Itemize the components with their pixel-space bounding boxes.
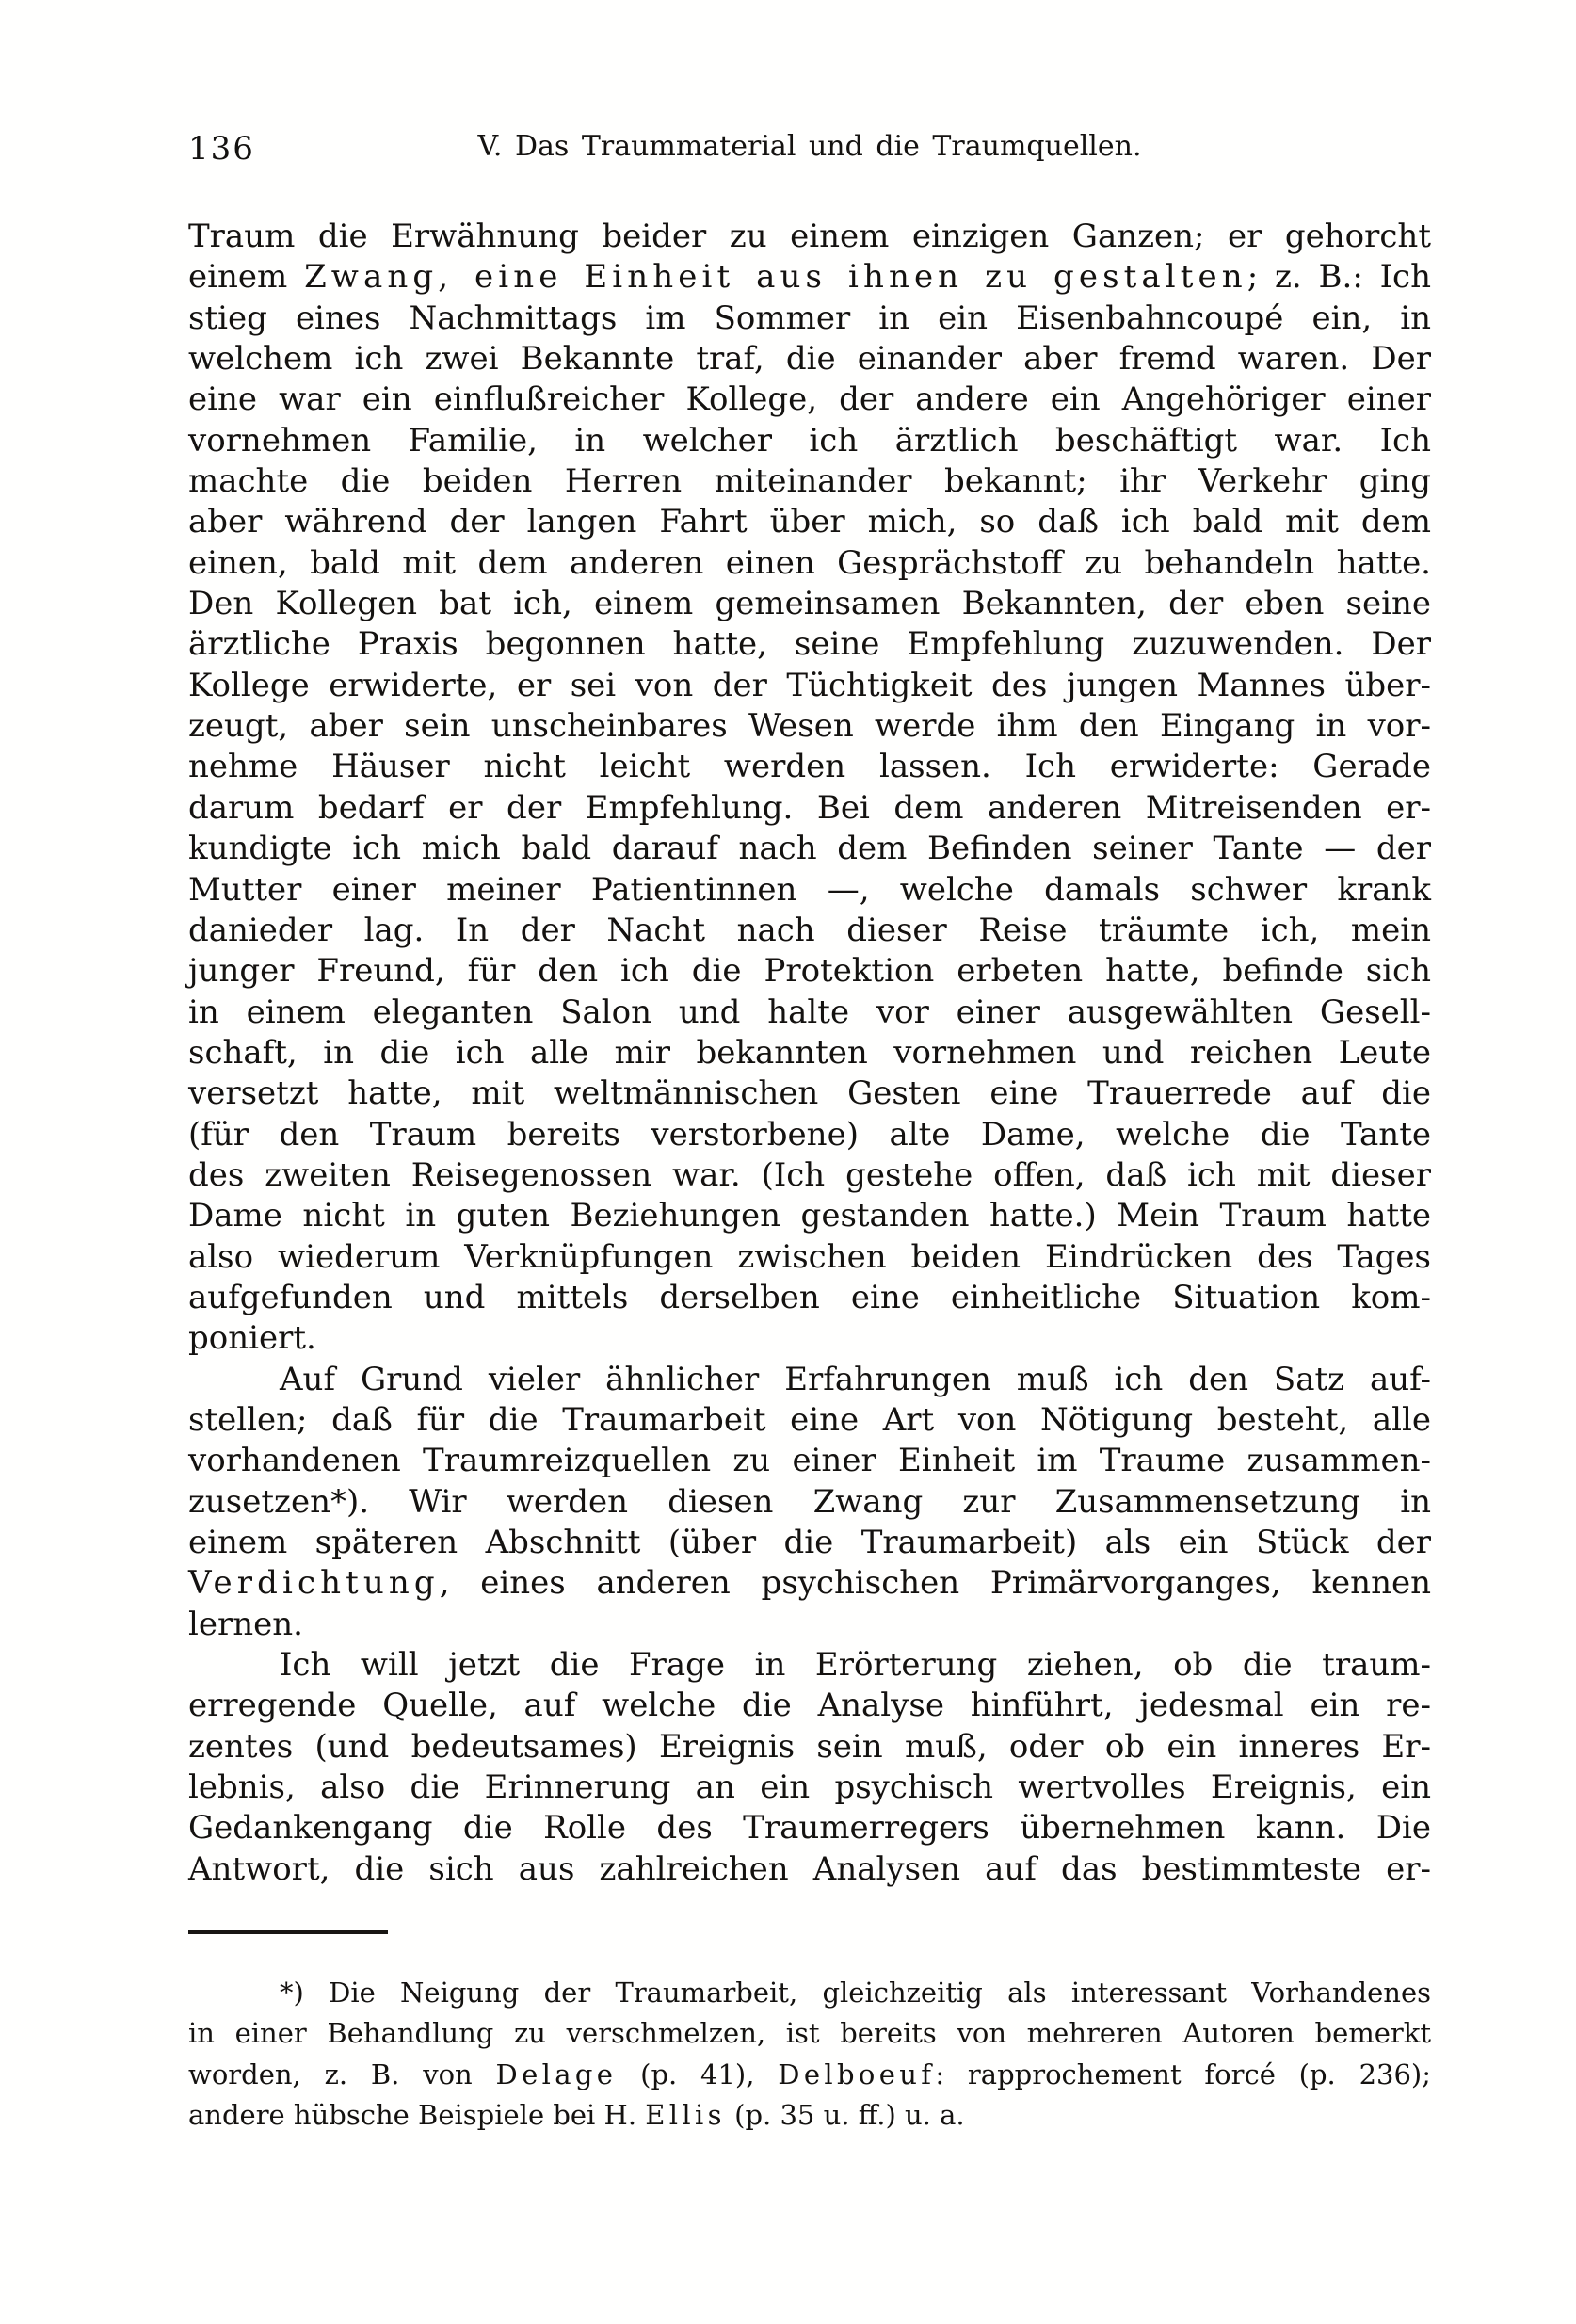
page-number: 136 — [188, 130, 255, 168]
text-line — [188, 1237, 1431, 1278]
text-line — [188, 666, 1431, 706]
text-line — [188, 1073, 1431, 1114]
text-line — [188, 1605, 1431, 1645]
text-line — [188, 1441, 1431, 1481]
text-segment: junger Freund, für den ich die Protektion erbeten hatte, befinde sich — [188, 952, 1431, 991]
text-line — [188, 1523, 1431, 1563]
text-line — [188, 2058, 1431, 2098]
text-line — [188, 829, 1431, 869]
text-line — [188, 2016, 1431, 2057]
text-line — [188, 1400, 1431, 1441]
text-line — [188, 870, 1431, 911]
text-line — [188, 1808, 1431, 1848]
text-line — [188, 379, 1431, 420]
text-line — [188, 1645, 1431, 1686]
text-segment: eine war ein einflußreicher Kollege, der andere ein Angehöriger einer — [188, 380, 1431, 419]
text-segment: versetzt hatte, mit weltmännischen Gesten eine Trauerrede auf die — [188, 1074, 1431, 1113]
text-line — [188, 911, 1431, 951]
text-segment: Mutter einer meiner Patientinnen —, welche damals schwer krank — [188, 870, 1431, 909]
text-segment: ärztliche Praxis begonnen hatte, seine Empfehlung zuzuwenden. Der — [188, 625, 1431, 664]
text-line — [188, 1196, 1431, 1236]
text-segment: : rapprochement forcé (p. 236); — [935, 2058, 1432, 2090]
paragraph — [188, 1645, 1431, 1890]
text-segment: in einem eleganten Salon und halte vor einer ausgewählten Gesell- — [188, 993, 1431, 1031]
footnote-divider — [188, 1930, 388, 1934]
letterspaced-text: Ellis — [645, 2099, 726, 2132]
letterspaced-text: Verdichtung — [188, 1564, 440, 1603]
text-segment: in einer Behandlung zu verschmelzen, ist bereits von mehreren Autoren bemerkt — [188, 2017, 1431, 2050]
text-segment: ; z. B.: Ich — [1246, 258, 1431, 297]
text-segment: stieg eines Nachmittags im Sommer in ein Eisenbahncoupé ein, in — [188, 299, 1431, 337]
letterspaced-text: Zwang, eine Einheit aus ihnen zu gestalten — [304, 258, 1247, 297]
text-line — [188, 461, 1431, 502]
text-segment: Ich will jetzt die Frage in Erörterung ziehen, ob die traum- — [280, 1646, 1431, 1685]
paragraph — [188, 1976, 1431, 2138]
text-segment: vorhandenen Traumreizquellen zu einer Einheit im Traume zusammen- — [188, 1442, 1431, 1480]
text-segment: Auf Grund vieler ähnlicher Erfahrungen muß ich den Satz auf- — [280, 1360, 1431, 1398]
text-line — [188, 788, 1431, 829]
text-line — [188, 1482, 1431, 1523]
text-line — [188, 1033, 1431, 1073]
text-line — [188, 299, 1431, 339]
text-line — [188, 1563, 1431, 1604]
paragraph — [188, 217, 1431, 1360]
text-segment: machte die beiden Herren miteinander bekannt; ihr Verkehr ging — [188, 462, 1431, 501]
text-segment: andere hübsche Beispiele bei H. — [188, 2099, 646, 2132]
text-segment: darum bedarf er der Empfehlung. Bei dem anderen Mitreisenden er- — [188, 788, 1431, 827]
text-segment: zentes (und bedeutsames) Ereignis sein muß, oder ob ein inneres Er- — [188, 1727, 1431, 1766]
text-segment: einen, bald mit dem anderen einen Gesprächstoff zu behandeln hatte. — [188, 543, 1431, 582]
text-segment: also wiederum Verknüpfungen zwischen beiden Eindrücken des Tages — [188, 1237, 1431, 1276]
text-segment: aber während der langen Fahrt über mich, so daß ich bald mit dem — [188, 503, 1431, 541]
text-line — [188, 257, 1431, 298]
text-line — [188, 1849, 1431, 1890]
text-segment: Dame nicht in guten Beziehungen gestanden hatte.) Mein Traum hatte — [188, 1197, 1431, 1235]
text-segment: *) Die Neigung der Traumarbeit, gleichzeitig als interessant Vorhandenes — [280, 1977, 1431, 2009]
text-line — [188, 217, 1431, 257]
text-line — [188, 1155, 1431, 1196]
text-segment: nehme Häuser nicht leicht werden lassen. Ich erwiderte: Gerade — [188, 748, 1431, 786]
page-header — [188, 130, 1431, 171]
text-segment: schaft, in die ich alle mir bekannten vornehmen und reichen Leute — [188, 1033, 1431, 1072]
running-title: V. Das Traummaterial und die Traumquellen. — [477, 130, 1142, 163]
text-line — [188, 1727, 1431, 1767]
letterspaced-text: Delage — [495, 2058, 618, 2090]
text-segment: (p. 35 u. ff.) u. a. — [725, 2099, 965, 2132]
text-segment: Gedankengang die Rolle des Traumerregers übernehmen kann. Die — [188, 1809, 1431, 1848]
text-segment: , eines anderen psychischen Primärvorganges, kennen — [439, 1564, 1431, 1603]
text-segment: (für den Traum bereits verstorbene) alte Dame, welche die Tante — [188, 1115, 1431, 1154]
text-segment: worden, z. B. von — [188, 2058, 496, 2090]
paragraph — [188, 1360, 1431, 1645]
text-segment: zeugt, aber sein unscheinbares Wesen werde ihm den Eingang in vor- — [188, 707, 1431, 746]
text-line — [188, 1318, 1431, 1359]
text-line — [188, 1278, 1431, 1318]
text-segment: Kollege erwiderte, er sei von der Tüchtigkeit des jungen Mannes über- — [188, 666, 1431, 704]
text-segment: zusetzen*). Wir werden diesen Zwang zur Zusammensetzung in — [188, 1482, 1431, 1521]
text-segment: erregende Quelle, auf welche die Analyse hinführt, jedesmal ein re- — [188, 1687, 1431, 1725]
letterspaced-text: Delboeuf — [778, 2058, 936, 2090]
text-segment: poniert. — [188, 1319, 316, 1358]
text-line — [188, 502, 1431, 542]
text-segment: einem — [188, 258, 305, 297]
text-segment: Antwort, die sich aus zahlreichen Analysen auf das bestimmteste er- — [188, 1849, 1431, 1888]
text-line — [188, 543, 1431, 584]
text-segment: Traum die Erwähnung beider zu einem einzigen Ganzen; er gehorcht — [188, 218, 1431, 255]
text-line — [188, 706, 1431, 747]
text-line — [188, 1115, 1431, 1155]
text-line — [188, 339, 1431, 379]
text-line — [188, 2098, 1431, 2138]
text-segment: kundigte ich mich bald darauf nach dem Befinden seiner Tante — der — [188, 830, 1431, 868]
text-line — [188, 584, 1431, 624]
text-line — [188, 993, 1431, 1033]
body-text — [188, 217, 1431, 1890]
text-line — [188, 1767, 1431, 1808]
text-segment: lebnis, also die Erinnerung an ein psychisch wertvolles Ereignis, ein — [188, 1768, 1431, 1807]
text-segment: lernen. — [188, 1605, 303, 1643]
text-segment: vornehmen Familie, in welcher ich ärztlich beschäftigt war. Ich — [188, 421, 1431, 460]
text-segment: (p. 41), — [617, 2058, 779, 2090]
text-line — [188, 624, 1431, 665]
text-line — [188, 1976, 1431, 2016]
text-segment: Den Kollegen bat ich, einem gemeinsamen Bekannten, der eben seine — [188, 585, 1431, 623]
text-segment: danieder lag. In der Nacht nach dieser Reise träumte ich, mein — [188, 911, 1431, 949]
text-segment: stellen; daß für die Traumarbeit eine Art von Nötigung besteht, alle — [188, 1400, 1431, 1439]
text-line — [188, 1686, 1431, 1726]
text-line — [188, 951, 1431, 992]
text-segment: welchem ich zwei Bekannte traf, die einander aber fremd waren. Der — [188, 340, 1431, 379]
text-line — [188, 747, 1431, 787]
text-segment: aufgefunden und mittels derselben eine einheitliche Situation kom- — [188, 1278, 1431, 1316]
text-segment: einem späteren Abschnitt (über die Traumarbeit) als ein Stück der — [188, 1524, 1431, 1561]
text-line — [188, 1360, 1431, 1400]
text-segment: des zweiten Reisegenossen war. (Ich gestehe offen, daß ich mit dieser — [188, 1155, 1431, 1194]
text-line — [188, 421, 1431, 461]
footnote-text — [188, 1976, 1431, 2138]
